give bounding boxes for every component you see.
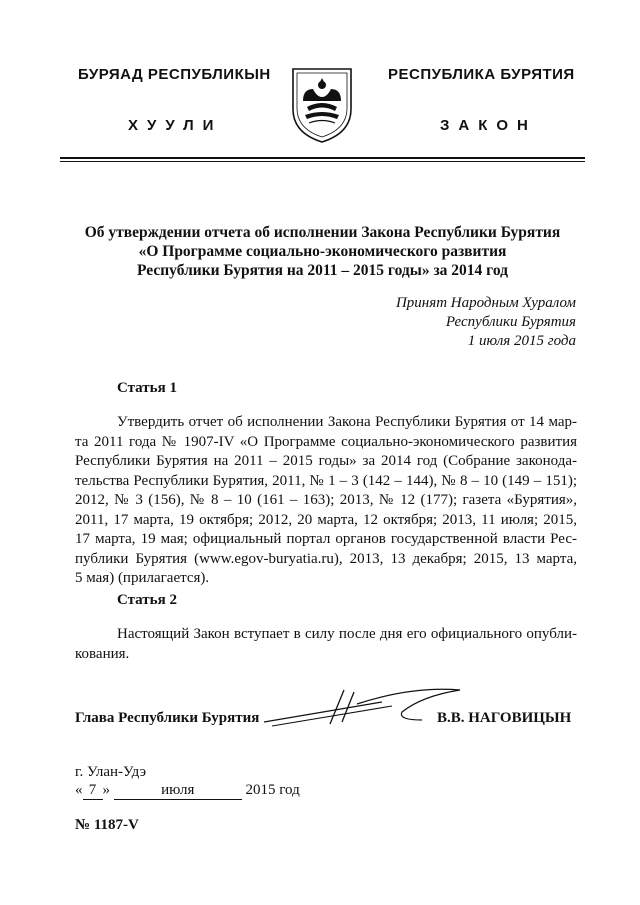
title-line: Республики Бурятия на 2011 – 2015 годы» за 2014 год — [137, 262, 508, 279]
article-1-line: та 2011 года № 1907-IV «О Программе социально-экономического развития — [75, 433, 577, 450]
signature-title: Глава Республики Бурятия — [75, 710, 260, 726]
article-1-line: тельства Республики Бурятия, 2011, № 1 – 3 (142 – 144), № 8 – 10 (149 – 151); — [75, 472, 577, 489]
article-2-line: кования. — [75, 645, 130, 662]
signature-name: В.В. НАГОВИЦЫН — [437, 710, 572, 726]
adoption-line: Республики Бурятия — [445, 314, 576, 330]
article-2-heading: Статья 2 — [117, 592, 177, 608]
place: г. Улан-Удэ — [75, 764, 147, 780]
header-left-top: БУРЯАД РЕСПУБЛИКЫН — [78, 66, 271, 83]
law-title — [60, 223, 585, 280]
article-1-line: Республики Бурятия на 2011 – 2015 годы» за 2014 год (Собрание законода- — [75, 453, 577, 469]
date-open-quote: « — [75, 782, 83, 798]
adoption-line: Принят Народным Хуралом — [395, 295, 576, 311]
header-rule-thin — [60, 161, 585, 162]
coat-of-arms-emblem — [289, 63, 355, 145]
article-1-text — [75, 413, 577, 589]
title-line: «О Программе социально-экономического развития — [138, 243, 507, 260]
adoption-line: 1 июля 2015 года — [467, 333, 576, 349]
header-rule-thick — [60, 157, 585, 159]
date — [75, 782, 300, 800]
article-1-line: 2012, № 3 (156), № 8 – 10 (161 – 163); 2013, № 12 (177); газета «Бурятия», — [75, 492, 577, 508]
date-month: июля — [114, 782, 242, 800]
header-right-bottom: ЗАКОН — [440, 117, 537, 134]
header-left-bottom: ХУУЛИ — [128, 117, 223, 134]
article-1-heading: Статья 1 — [117, 380, 177, 396]
article-1-line: Утвердить отчет об исполнении Закона Республики Бурятия от 14 мар- — [117, 414, 577, 430]
law-number: № 1187-V — [75, 817, 139, 833]
date-day: 7 — [83, 782, 103, 800]
header-right-top: РЕСПУБЛИКА БУРЯТИЯ — [388, 66, 575, 83]
article-1-line: публики Бурятия (www.egov-buryatia.ru), 2013, 13 декабря; 2015, 13 марта, — [75, 550, 577, 567]
handwritten-signature — [262, 682, 462, 730]
date-year: 2015 год — [245, 782, 300, 798]
date-close-quote: » — [102, 782, 110, 798]
article-1-line: 2011, 17 марта, 19 октября; 2012, 20 марта, 12 октября; 2013, 11 июля; 2015, — [75, 511, 577, 528]
article-2-text — [75, 625, 577, 664]
title-line: Об утверждении отчета об исполнении Закона Республики Бурятия — [84, 224, 561, 241]
adoption-note — [396, 294, 576, 351]
article-1-line: 17 марта, 19 мая; официальный портал органов государственной власти Рес- — [75, 531, 577, 547]
article-1-line: 5 мая) (прилагается). — [75, 570, 210, 586]
article-2-line: Настоящий Закон вступает в силу после дня его официального опубли- — [117, 626, 577, 642]
